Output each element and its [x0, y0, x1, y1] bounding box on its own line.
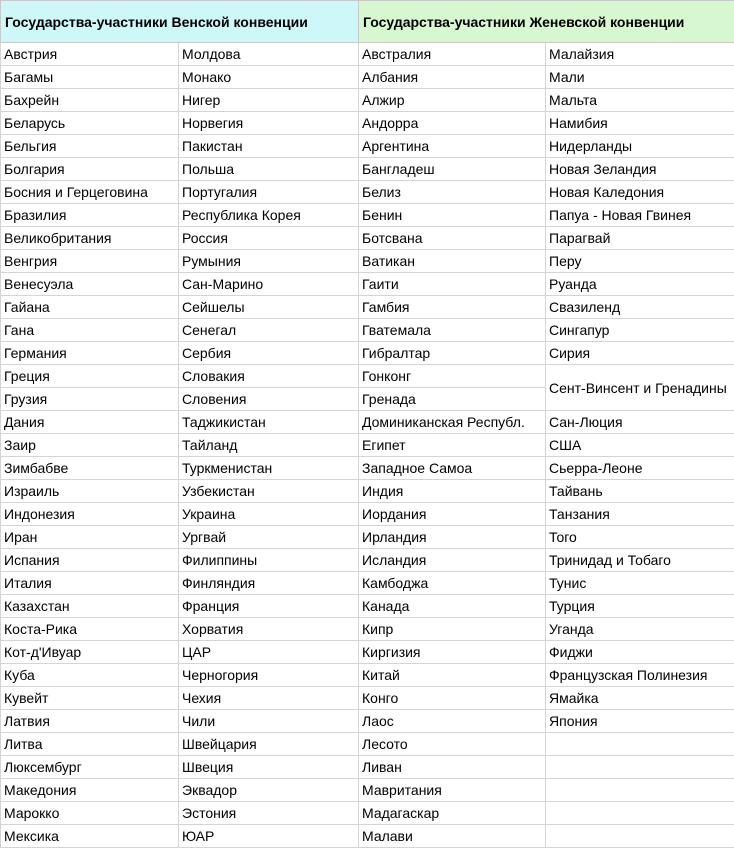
- cell-vienna-country-b[interactable]: Сенегал: [179, 319, 359, 342]
- cell-geneva-country-a[interactable]: Малави: [359, 825, 546, 848]
- cell-geneva-country-a[interactable]: Исландия: [359, 549, 546, 572]
- table-row: [1, 89, 734, 112]
- cell-vienna-country-b[interactable]: Черногория: [179, 664, 359, 687]
- cell-vienna-country-a[interactable]: Казахстан: [1, 595, 179, 618]
- table-row: [1, 273, 734, 296]
- cell-geneva-country-b[interactable]: Сингапур: [546, 319, 734, 342]
- cell-geneva-country-a[interactable]: Ирландия: [359, 526, 546, 549]
- cell-geneva-country-b[interactable]: Сьерра-Леоне: [546, 457, 734, 480]
- cell-vienna-country-b[interactable]: Румыния: [179, 250, 359, 273]
- table-row: [1, 66, 734, 89]
- cell-vienna-country-b[interactable]: Украина: [179, 503, 359, 526]
- cell-geneva-country-a[interactable]: Бенин: [359, 204, 546, 227]
- cell-geneva-country-a[interactable]: Белиз: [359, 181, 546, 204]
- cell-vienna-country-a[interactable]: Багамы: [1, 66, 179, 89]
- cell-geneva-country-a[interactable]: Доминиканская Республ.: [359, 411, 546, 434]
- table-row: [1, 411, 734, 434]
- cell-vienna-country-b[interactable]: Швеция: [179, 756, 359, 779]
- cell-geneva-country-a[interactable]: Гамбия: [359, 296, 546, 319]
- cell-geneva-country-b[interactable]: Перу: [546, 250, 734, 273]
- cell-vienna-country-b[interactable]: Хорватия: [179, 618, 359, 641]
- cell-geneva-country-a[interactable]: Индия: [359, 480, 546, 503]
- cell-vienna-country-b[interactable]: Португалия: [179, 181, 359, 204]
- table-row: [1, 204, 734, 227]
- cell-vienna-country-a[interactable]: Греция: [1, 365, 179, 388]
- cell-vienna-country-a[interactable]: Латвия: [1, 710, 179, 733]
- table-row: [1, 480, 734, 503]
- cell-vienna-country-b[interactable]: Словения: [179, 388, 359, 411]
- cell-geneva-country-a[interactable]: Западное Самоа: [359, 457, 546, 480]
- cell-vienna-country-a[interactable]: Австрия: [1, 43, 179, 66]
- cell-vienna-country-b[interactable]: Таджикистан: [179, 411, 359, 434]
- cell-geneva-country-b[interactable]: Сирия: [546, 342, 734, 365]
- table-row: [1, 342, 734, 365]
- table-row: [1, 227, 734, 250]
- cell-geneva-country-b[interactable]: США: [546, 434, 734, 457]
- table-row: [1, 595, 734, 618]
- table-row: [1, 664, 734, 687]
- cell-vienna-country-a[interactable]: Израиль: [1, 480, 179, 503]
- cell-geneva-country-a[interactable]: Иордания: [359, 503, 546, 526]
- cell-vienna-country-b[interactable]: Монако: [179, 66, 359, 89]
- cell-vienna-country-a[interactable]: Индонезия: [1, 503, 179, 526]
- cell-vienna-country-b[interactable]: Норвегия: [179, 112, 359, 135]
- cell-geneva-country-a[interactable]: Камбоджа: [359, 572, 546, 595]
- cell-geneva-country-a[interactable]: Гренада: [359, 388, 546, 411]
- cell-vienna-country-a[interactable]: Марокко: [1, 802, 179, 825]
- cell-vienna-country-a[interactable]: Бахрейн: [1, 89, 179, 112]
- table-row: [1, 457, 734, 480]
- cell-geneva-country-b[interactable]: [546, 802, 734, 825]
- cell-geneva-country-b[interactable]: Тайвань: [546, 480, 734, 503]
- cell-vienna-country-a[interactable]: Венесуэла: [1, 273, 179, 296]
- cell-geneva-country-b[interactable]: Тунис: [546, 572, 734, 595]
- table-row: [1, 779, 734, 802]
- table-row: [1, 112, 734, 135]
- cell-geneva-country-b[interactable]: Французская Полинезия: [546, 664, 734, 687]
- cell-geneva-country-b[interactable]: [546, 733, 734, 756]
- cell-geneva-country-b[interactable]: Тринидад и Тобаго: [546, 549, 734, 572]
- cell-vienna-country-a[interactable]: Гайана: [1, 296, 179, 319]
- cell-geneva-country-a[interactable]: Китай: [359, 664, 546, 687]
- cell-vienna-country-b[interactable]: Польша: [179, 158, 359, 181]
- cell-vienna-country-b[interactable]: Сербия: [179, 342, 359, 365]
- cell-geneva-country-b[interactable]: Того: [546, 526, 734, 549]
- cell-vienna-country-b[interactable]: Чехия: [179, 687, 359, 710]
- table-row: [1, 687, 734, 710]
- table-row: [1, 135, 734, 158]
- cell-geneva-country-b[interactable]: Новая Каледония: [546, 181, 734, 204]
- table-row: [1, 365, 734, 388]
- cell-geneva-country-b[interactable]: Сент-Винсент и Гренадины: [546, 365, 734, 411]
- table-row: [1, 181, 734, 204]
- cell-geneva-country-a[interactable]: Гибралтар: [359, 342, 546, 365]
- cell-vienna-country-b[interactable]: Швейцария: [179, 733, 359, 756]
- header-row: [1, 1, 734, 43]
- table-row: [1, 503, 734, 526]
- header-geneva[interactable]: Государства-участники Женевской конвенции: [359, 1, 734, 43]
- cell-vienna-country-a[interactable]: Дания: [1, 411, 179, 434]
- cell-geneva-country-a[interactable]: Гонконг: [359, 365, 546, 388]
- table-row: [1, 756, 734, 779]
- cell-vienna-country-b[interactable]: Нигер: [179, 89, 359, 112]
- cell-vienna-country-b[interactable]: Россия: [179, 227, 359, 250]
- cell-vienna-country-a[interactable]: Великобритания: [1, 227, 179, 250]
- cell-vienna-country-b[interactable]: ЦАР: [179, 641, 359, 664]
- cell-geneva-country-a[interactable]: Австралия: [359, 43, 546, 66]
- cell-vienna-country-a[interactable]: Германия: [1, 342, 179, 365]
- cell-geneva-country-b[interactable]: Уганда: [546, 618, 734, 641]
- cell-vienna-country-a[interactable]: Люксембург: [1, 756, 179, 779]
- table-body: [1, 43, 734, 848]
- cell-geneva-country-b[interactable]: Руанда: [546, 273, 734, 296]
- table-row: [1, 641, 734, 664]
- cell-geneva-country-b[interactable]: Ямайка: [546, 687, 734, 710]
- cell-geneva-country-a[interactable]: Ботсвана: [359, 227, 546, 250]
- cell-vienna-country-b[interactable]: Филиппины: [179, 549, 359, 572]
- table-row: [1, 158, 734, 181]
- cell-vienna-country-a[interactable]: Куба: [1, 664, 179, 687]
- cell-vienna-country-b[interactable]: Сан-Марино: [179, 273, 359, 296]
- cell-vienna-country-a[interactable]: Испания: [1, 549, 179, 572]
- table-row: [1, 710, 734, 733]
- cell-vienna-country-a[interactable]: Италия: [1, 572, 179, 595]
- cell-vienna-country-a[interactable]: Босния и Герцеговина: [1, 181, 179, 204]
- cell-vienna-country-a[interactable]: Заир: [1, 434, 179, 457]
- table-row: [1, 319, 734, 342]
- header-vienna[interactable]: Государства-участники Венской конвенции: [1, 1, 359, 43]
- cell-vienna-country-b[interactable]: Финляндия: [179, 572, 359, 595]
- cell-vienna-country-b[interactable]: Тайланд: [179, 434, 359, 457]
- cell-geneva-country-b[interactable]: [546, 825, 734, 848]
- cell-vienna-country-a[interactable]: Кувейт: [1, 687, 179, 710]
- cell-vienna-country-a[interactable]: Беларусь: [1, 112, 179, 135]
- cell-vienna-country-a[interactable]: Грузия: [1, 388, 179, 411]
- cell-vienna-country-b[interactable]: Сейшелы: [179, 296, 359, 319]
- cell-geneva-country-b[interactable]: Танзания: [546, 503, 734, 526]
- cell-geneva-country-b[interactable]: Япония: [546, 710, 734, 733]
- table-row: [1, 733, 734, 756]
- cell-geneva-country-a[interactable]: Аргентина: [359, 135, 546, 158]
- cell-vienna-country-a[interactable]: Бразилия: [1, 204, 179, 227]
- cell-vienna-country-a[interactable]: Кот-д'Ивуар: [1, 641, 179, 664]
- table-row: [1, 572, 734, 595]
- cell-vienna-country-b[interactable]: Пакистан: [179, 135, 359, 158]
- cell-geneva-country-a[interactable]: Албания: [359, 66, 546, 89]
- cell-vienna-country-b[interactable]: Узбекистан: [179, 480, 359, 503]
- cell-geneva-country-a[interactable]: Алжир: [359, 89, 546, 112]
- cell-geneva-country-a[interactable]: Гаити: [359, 273, 546, 296]
- cell-vienna-country-b[interactable]: Туркменистан: [179, 457, 359, 480]
- table-row: [1, 549, 734, 572]
- cell-geneva-country-b[interactable]: Малайзия: [546, 43, 734, 66]
- cell-vienna-country-b[interactable]: Молдова: [179, 43, 359, 66]
- table-row: [1, 526, 734, 549]
- table-row: [1, 43, 734, 66]
- cell-geneva-country-b[interactable]: [546, 779, 734, 802]
- cell-geneva-country-a[interactable]: Канада: [359, 595, 546, 618]
- cell-geneva-country-a[interactable]: Ватикан: [359, 250, 546, 273]
- cell-vienna-country-b[interactable]: Эквадор: [179, 779, 359, 802]
- cell-vienna-country-a[interactable]: Литва: [1, 733, 179, 756]
- cell-geneva-country-a[interactable]: Андорра: [359, 112, 546, 135]
- cell-geneva-country-b[interactable]: Нидерланды: [546, 135, 734, 158]
- cell-geneva-country-b[interactable]: Мальта: [546, 89, 734, 112]
- table-row: [1, 618, 734, 641]
- cell-vienna-country-b[interactable]: Чили: [179, 710, 359, 733]
- cell-vienna-country-a[interactable]: Иран: [1, 526, 179, 549]
- cell-geneva-country-b[interactable]: Парагвай: [546, 227, 734, 250]
- cell-geneva-country-a[interactable]: Ливан: [359, 756, 546, 779]
- cell-geneva-country-b[interactable]: Фиджи: [546, 641, 734, 664]
- cell-vienna-country-b[interactable]: Эстония: [179, 802, 359, 825]
- cell-geneva-country-a[interactable]: Кипр: [359, 618, 546, 641]
- cell-vienna-country-a[interactable]: Гана: [1, 319, 179, 342]
- cell-geneva-country-a[interactable]: Гватемала: [359, 319, 546, 342]
- cell-vienna-country-b[interactable]: Ургвай: [179, 526, 359, 549]
- cell-geneva-country-b[interactable]: Папуа - Новая Гвинея: [546, 204, 734, 227]
- cell-geneva-country-b[interactable]: Турция: [546, 595, 734, 618]
- cell-vienna-country-b[interactable]: Франция: [179, 595, 359, 618]
- cell-geneva-country-a[interactable]: Египет: [359, 434, 546, 457]
- table-row: [1, 296, 734, 319]
- cell-geneva-country-a[interactable]: Лаос: [359, 710, 546, 733]
- cell-vienna-country-a[interactable]: Венгрия: [1, 250, 179, 273]
- cell-vienna-country-b[interactable]: Республика Корея: [179, 204, 359, 227]
- cell-geneva-country-a[interactable]: Бангладеш: [359, 158, 546, 181]
- cell-vienna-country-a[interactable]: Коста-Рика: [1, 618, 179, 641]
- cell-geneva-country-a[interactable]: Конго: [359, 687, 546, 710]
- cell-geneva-country-a[interactable]: Лесото: [359, 733, 546, 756]
- cell-vienna-country-b[interactable]: ЮАР: [179, 825, 359, 848]
- cell-geneva-country-b[interactable]: Мали: [546, 66, 734, 89]
- table-row: [1, 250, 734, 273]
- table-row: [1, 434, 734, 457]
- cell-vienna-country-a[interactable]: Бельгия: [1, 135, 179, 158]
- cell-vienna-country-a[interactable]: Зимбабве: [1, 457, 179, 480]
- cell-geneva-country-a[interactable]: Мадагаскар: [359, 802, 546, 825]
- cell-geneva-country-b[interactable]: Свазиленд: [546, 296, 734, 319]
- cell-vienna-country-a[interactable]: Болгария: [1, 158, 179, 181]
- cell-geneva-country-b[interactable]: [546, 756, 734, 779]
- table-row: [1, 802, 734, 825]
- table-row: [1, 825, 734, 848]
- cell-geneva-country-b[interactable]: Новая Зеландия: [546, 158, 734, 181]
- cell-geneva-country-a[interactable]: Мавритания: [359, 779, 546, 802]
- cell-vienna-country-a[interactable]: Македония: [1, 779, 179, 802]
- cell-geneva-country-b[interactable]: Намибия: [546, 112, 734, 135]
- cell-vienna-country-b[interactable]: Словакия: [179, 365, 359, 388]
- cell-vienna-country-a[interactable]: Мексика: [1, 825, 179, 848]
- cell-geneva-country-a[interactable]: Киргизия: [359, 641, 546, 664]
- cell-geneva-country-b[interactable]: Сан-Люция: [546, 411, 734, 434]
